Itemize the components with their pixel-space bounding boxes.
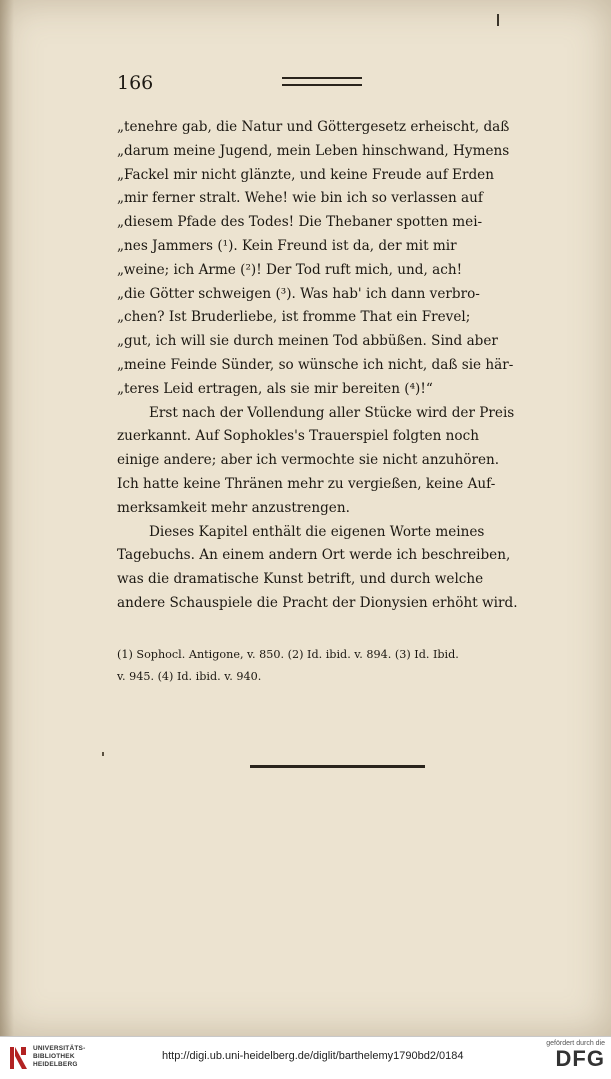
end-rule bbox=[250, 765, 425, 768]
text-line: „darum meine Jugend, mein Leben hinschwand, Hymens bbox=[117, 142, 510, 159]
sponsor-label: gefördert durch die bbox=[546, 1040, 605, 1047]
viewer-footer bbox=[0, 1036, 611, 1079]
text-line: „diesem Pfade des Todes! Die Thebaner spotten mei- bbox=[117, 214, 483, 231]
text-line: einige andere; aber ich vermochte sie nicht anzuhören. bbox=[117, 452, 500, 469]
footnote-line: (1) Sophocl. Antigone, v. 850. (2) Id. ibid. v. 894. (3) Id. Ibid. bbox=[117, 648, 459, 661]
text-line: „chen? Ist Bruderliebe, ist fromme That ein Frevel; bbox=[117, 309, 471, 326]
text-line: Tagebuchs. An einem andern Ort werde ich beschreiben, bbox=[117, 547, 511, 564]
text-line: „teres Leid ertragen, als sie mir bereiten (⁴)!“ bbox=[117, 380, 433, 397]
text-line: Dieses Kapitel enthält die eigenen Worte meines bbox=[149, 523, 485, 540]
text-line: „die Götter schweigen (³). Was hab' ich dann verbro- bbox=[117, 285, 480, 302]
header-rule-top bbox=[282, 77, 362, 79]
margin-mark bbox=[497, 14, 499, 26]
text-line: „Fackel mir nicht glänzte, und keine Freude auf Erden bbox=[117, 166, 494, 183]
margin-speck bbox=[102, 752, 104, 756]
text-line: was die dramatische Kunst betrift, und durch welche bbox=[117, 571, 484, 588]
text-line: „weine; ich Arme (²)! Der Tod ruft mich, und, ach! bbox=[117, 261, 463, 278]
text-line: Ich hatte keine Thränen mehr zu vergießen, keine Auf- bbox=[117, 475, 496, 492]
text-line: „meine Feinde Sünder, so wünsche ich nicht, daß sie här- bbox=[117, 356, 514, 373]
text-line: „gut, ich will sie durch meinen Tod abbüßen. Sind aber bbox=[117, 333, 498, 350]
text-line: „tenehre gab, die Natur und Göttergesetz erheischt, daß bbox=[117, 119, 510, 135]
text-line: andere Schauspiele die Pracht der Dionysien erhöht wird. bbox=[117, 594, 518, 611]
sponsor-block bbox=[546, 1040, 605, 1071]
library-name-line: HEIDELBERG bbox=[33, 1061, 78, 1068]
text-line: „mir ferner stralt. Wehe! wie bin ich so verlassen auf bbox=[117, 190, 483, 207]
library-name-line: BIBLIOTHEK bbox=[33, 1053, 75, 1060]
library-name bbox=[33, 1045, 85, 1069]
footnote-line: v. 945. (4) Id. ibid. v. 940. bbox=[117, 670, 262, 683]
footnotes bbox=[117, 644, 557, 688]
header-rule-bottom bbox=[282, 84, 362, 86]
page-number: 166 bbox=[117, 72, 154, 94]
text-line: Erst nach der Vollendung aller Stücke wird der Preis bbox=[149, 404, 515, 421]
dfg-logo: DFG bbox=[555, 1046, 605, 1071]
text-line: merksamkeit mehr anzustrengen. bbox=[117, 499, 350, 516]
library-logo-icon bbox=[9, 1045, 29, 1071]
text-line: zuerkannt. Auf Sophokles's Trauerspiel folgten noch bbox=[117, 428, 479, 445]
text-line: „nes Jammers (¹). Kein Freund ist da, der mit mir bbox=[117, 237, 457, 254]
body-text bbox=[117, 116, 557, 616]
permalink-url[interactable]: http://digi.ub.uni-heidelberg.de/diglit/barthelemy1790bd2/0184 bbox=[162, 1050, 464, 1062]
library-name-line: UNIVERSITÄTS- bbox=[33, 1045, 86, 1052]
